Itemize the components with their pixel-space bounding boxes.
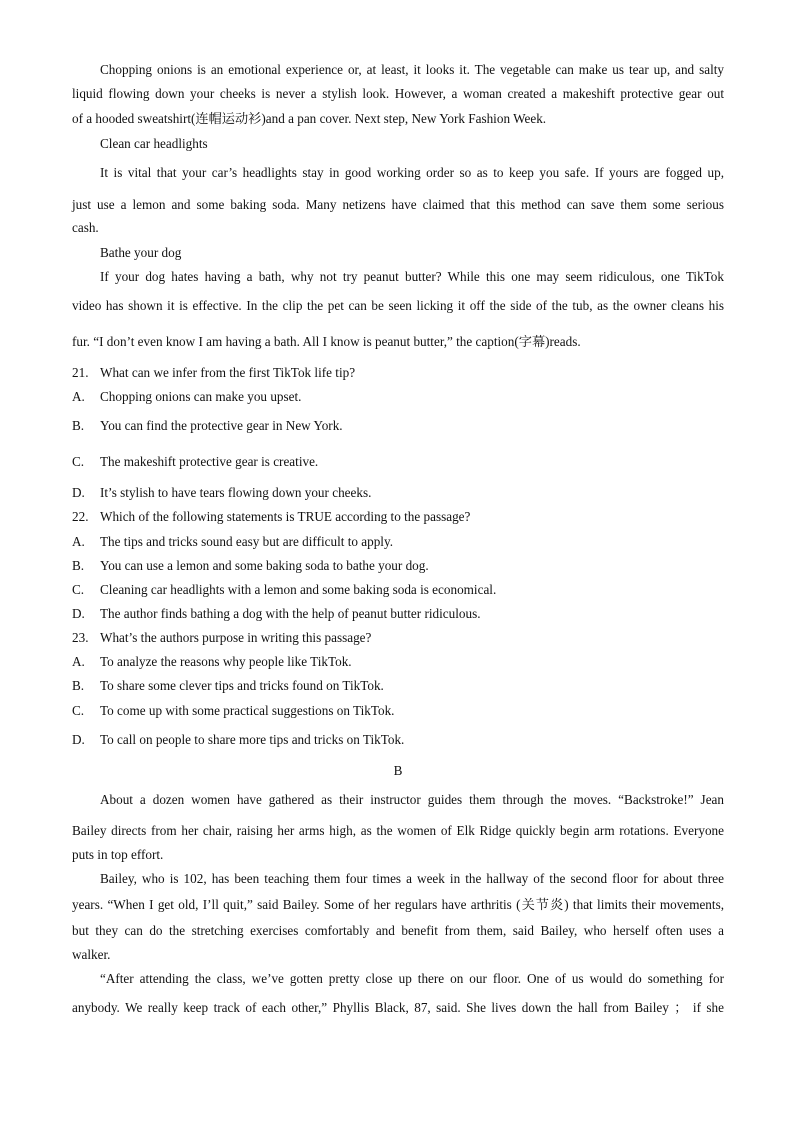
- question-21-option-b-letter: B.: [72, 418, 85, 433]
- section-b-p2-line-1: Bailey, who is 102, has been teaching them four times a week in the hallway of the second floor for about three: [100, 871, 724, 886]
- question-22-stem: Which of the following statements is TRUE according to the passage?: [100, 509, 471, 524]
- question-23-option-d: To call on people to share more tips and tricks on TikTok.: [100, 732, 405, 747]
- question-21-option-c-letter: C.: [72, 454, 85, 469]
- question-23-option-a: To analyze the reasons why people like TikTok.: [100, 654, 352, 669]
- question-22-number: 22.: [72, 509, 89, 524]
- question-23-stem: What’s the authors purpose in writing this passage?: [100, 630, 372, 645]
- question-21-option-a: Chopping onions can make you upset.: [100, 389, 302, 404]
- question-22-option-a: The tips and tricks sound easy but are difficult to apply.: [100, 534, 393, 549]
- question-22-option-d: The author finds bathing a dog with the help of peanut butter ridiculous.: [100, 606, 481, 621]
- question-22-option-c: Cleaning car headlights with a lemon and some baking soda is economical.: [100, 582, 497, 597]
- section-b-p1-line-3: puts in top effort.: [72, 847, 164, 862]
- section-b-p2-line-2: years. “When I get old, I’ll quit,” said Bailey. Some of her regulars have arthritis (关节炎) that limits their movements,: [72, 897, 724, 912]
- question-23-option-b: To share some clever tips and tricks found on TikTok.: [100, 678, 384, 693]
- section-b-p1-line-2: Bailey directs from her chair, raising her arms high, as the women of Elk Ridge quickly begin arm rotations. Everyone: [72, 823, 724, 838]
- subheading-bathe-your-dog: Bathe your dog: [100, 245, 182, 260]
- section-b-p3-line-2: anybody. We really keep track of each other,” Phyllis Black, 87, said. She lives down the hall from Bailey ； if she: [72, 1000, 724, 1015]
- passage-a-p1-line-2: liquid flowing down your cheeks is never a stylish look. However, a woman created a makeshift protective gear out: [72, 86, 724, 101]
- question-23-option-d-letter: D.: [72, 732, 85, 747]
- question-23-option-b-letter: B.: [72, 678, 85, 693]
- question-22-option-c-letter: C.: [72, 582, 85, 597]
- question-21-option-b: You can find the protective gear in New York.: [100, 418, 343, 433]
- section-b-p3-line-1: “After attending the class, we’ve gotten pretty close up there on our floor. One of us would do something for: [100, 971, 724, 986]
- question-22-option-a-letter: A.: [72, 534, 85, 549]
- section-b-p2-line-3: but they can do the stretching exercises comfortably and benefit from them, said Bailey, who herself often uses a: [72, 923, 724, 938]
- question-21-option-a-letter: A.: [72, 389, 85, 404]
- passage-a-p1-line-1: Chopping onions is an emotional experience or, at least, it looks it. The vegetable can make us tear up, and salty: [100, 62, 724, 77]
- question-21-option-d-letter: D.: [72, 485, 85, 500]
- section-b-p2-line-4: walker.: [72, 947, 111, 962]
- question-21-number: 21.: [72, 365, 89, 380]
- passage-a-p2-line-1: It is vital that your car’s headlights stay in good working order so as to keep you safe. If yours are fogged up,: [100, 165, 724, 180]
- subheading-clean-car-headlights: Clean car headlights: [100, 136, 208, 151]
- question-23-option-c: To come up with some practical suggestions on TikTok.: [100, 703, 395, 718]
- section-b-heading: B: [393, 763, 403, 778]
- question-23-number: 23.: [72, 630, 89, 645]
- passage-a-p2-line-3: cash.: [72, 220, 99, 235]
- question-23-option-a-letter: A.: [72, 654, 85, 669]
- question-22-option-b: You can use a lemon and some baking soda to bathe your dog.: [100, 558, 429, 573]
- question-22-option-d-letter: D.: [72, 606, 85, 621]
- question-22-option-b-letter: B.: [72, 558, 85, 573]
- passage-a-p3-line-2: video has shown it is effective. In the clip the pet can be seen licking it off the side of the tub, as the owner cleans his: [72, 298, 724, 313]
- passage-a-p3-line-3: fur. “I don’t even know I am having a bath. All I know is peanut butter,” the caption(字幕)reads.: [72, 334, 581, 349]
- section-b-p1-line-1: About a dozen women have gathered as their instructor guides them through the moves. “Backstroke!” Jean: [100, 792, 724, 807]
- passage-a-p2-line-2: just use a lemon and some baking soda. Many netizens have claimed that this method can save them some serious: [72, 197, 724, 212]
- question-23-option-c-letter: C.: [72, 703, 85, 718]
- question-21-option-d: It’s stylish to have tears flowing down your cheeks.: [100, 485, 372, 500]
- question-21-option-c: The makeshift protective gear is creative.: [100, 454, 319, 469]
- question-21-stem: What can we infer from the first TikTok life tip?: [100, 365, 356, 380]
- passage-a-p3-line-1: If your dog hates having a bath, why not try peanut butter? While this one may seem ridiculous, one TikTok: [100, 269, 724, 284]
- passage-a-p1-line-3: of a hooded sweatshirt(连帽运动衫)and a pan cover. Next step, New York Fashion Week.: [72, 111, 547, 126]
